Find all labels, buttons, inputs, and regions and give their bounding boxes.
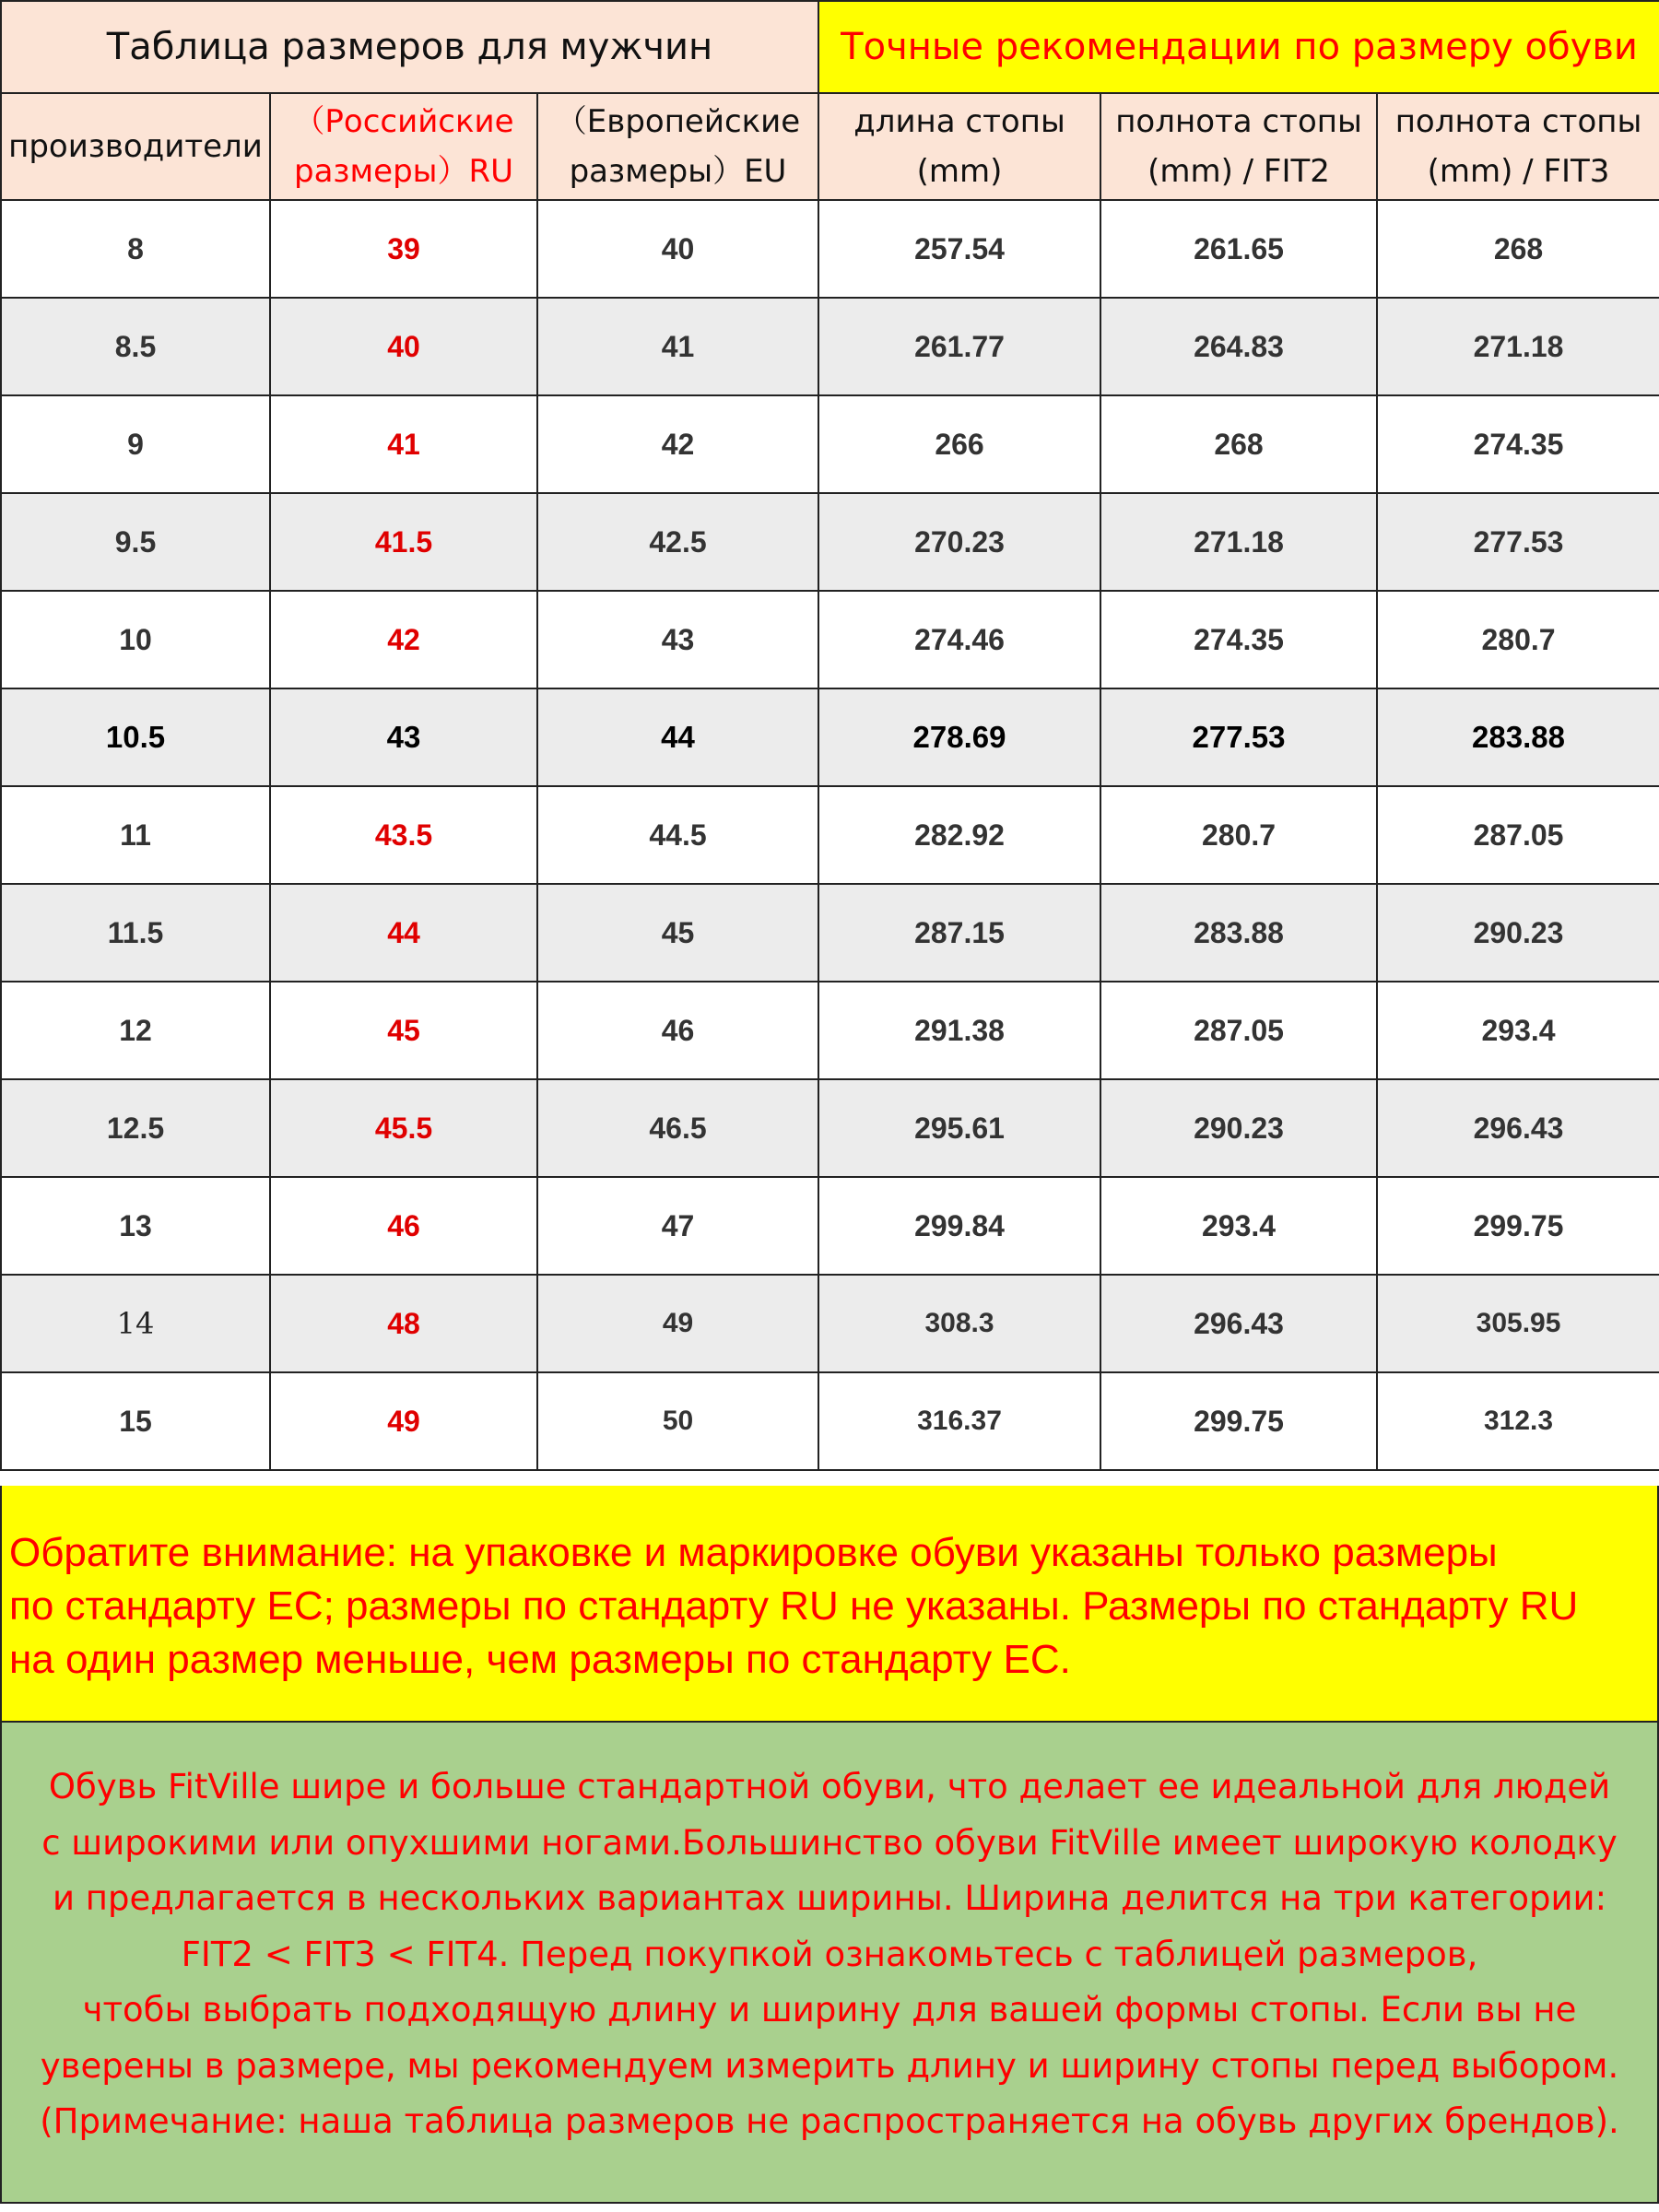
column-header-eu: （Европейские размеры）EU <box>537 93 818 200</box>
cell-eu-size: 50 <box>537 1372 818 1470</box>
cell-manufacturer-size: 15 <box>1 1372 270 1470</box>
cell-manufacturer-size: 12.5 <box>1 1079 270 1177</box>
cell-width-fit2: 268 <box>1100 395 1377 493</box>
cell-ru-size: 45.5 <box>270 1079 537 1177</box>
cell-width-fit3: 293.4 <box>1377 982 1659 1079</box>
cell-ru-size: 46 <box>270 1177 537 1275</box>
cell-eu-size: 47 <box>537 1177 818 1275</box>
cell-width-fit2: 299.75 <box>1100 1372 1377 1470</box>
cell-width-fit3: 283.88 <box>1377 688 1659 786</box>
cell-eu-size: 40 <box>537 200 818 298</box>
cell-foot-length: 257.54 <box>818 200 1100 298</box>
cell-manufacturer-size: 10 <box>1 591 270 688</box>
table-row <box>1 982 1659 1079</box>
cell-eu-size: 45 <box>537 884 818 982</box>
cell-foot-length: 274.46 <box>818 591 1100 688</box>
info-line: и предлагается в нескольких вариантах ширины. Ширина делится на три категории: <box>52 1878 1607 1918</box>
eu-size-notice <box>0 1486 1659 1723</box>
notice-line: Обратите внимание: на упаковке и маркировке обуви указаны только размеры <box>9 1530 1498 1575</box>
cell-manufacturer-size: 8 <box>1 200 270 298</box>
cell-foot-length: 266 <box>818 395 1100 493</box>
cell-width-fit3: 277.53 <box>1377 493 1659 591</box>
table-row <box>1 395 1659 493</box>
cell-foot-length: 295.61 <box>818 1079 1100 1177</box>
table-row <box>1 688 1659 786</box>
cell-manufacturer-size: 13 <box>1 1177 270 1275</box>
table-row <box>1 591 1659 688</box>
cell-width-fit2: 277.53 <box>1100 688 1377 786</box>
cell-width-fit3: 274.35 <box>1377 395 1659 493</box>
cell-foot-length: 287.15 <box>818 884 1100 982</box>
info-line: чтобы выбрать подходящую длину и ширину для вашей формы стопы. Если вы не <box>82 1990 1577 2030</box>
cell-eu-size: 41 <box>537 298 818 395</box>
notice-text <box>9 1526 1659 1687</box>
table-row <box>1 1275 1659 1372</box>
table-row <box>1 1177 1659 1275</box>
column-header-foot-length: длина стопы (mm) <box>818 93 1100 200</box>
cell-ru-size: 41 <box>270 395 537 493</box>
info-line: с широкими или опухшими ногами.Большинство обуви FitVille имеет широкую колодку <box>41 1822 1618 1863</box>
table-row <box>1 1079 1659 1177</box>
cell-width-fit2: 280.7 <box>1100 786 1377 884</box>
info-line: FIT2 < FIT3 < FIT4. Перед покупкой ознакомьтесь с таблицей размеров, <box>181 1934 1478 1974</box>
cell-foot-length: 282.92 <box>818 786 1100 884</box>
cell-manufacturer-size: 11 <box>1 786 270 884</box>
cell-eu-size: 49 <box>537 1275 818 1372</box>
cell-ru-size: 48 <box>270 1275 537 1372</box>
column-header-manufacturer: производители <box>1 93 270 200</box>
cell-foot-length: 299.84 <box>818 1177 1100 1275</box>
cell-width-fit2: 296.43 <box>1100 1275 1377 1372</box>
cell-manufacturer-size: 14 <box>1 1275 270 1372</box>
cell-manufacturer-size: 12 <box>1 982 270 1079</box>
table-title-row <box>1 1 1659 93</box>
cell-ru-size: 43.5 <box>270 786 537 884</box>
cell-width-fit3: 312.3 <box>1377 1372 1659 1470</box>
cell-width-fit3: 287.05 <box>1377 786 1659 884</box>
cell-ru-size: 40 <box>270 298 537 395</box>
cell-eu-size: 42 <box>537 395 818 493</box>
cell-ru-size: 49 <box>270 1372 537 1470</box>
info-text <box>2 1759 1657 2150</box>
table-row <box>1 786 1659 884</box>
cell-eu-size: 43 <box>537 591 818 688</box>
cell-eu-size: 42.5 <box>537 493 818 591</box>
recommendation-title: Точные рекомендации по размеру обуви <box>818 1 1659 93</box>
cell-width-fit3: 280.7 <box>1377 591 1659 688</box>
column-header-row <box>1 93 1659 200</box>
table-row <box>1 884 1659 982</box>
cell-width-fit3: 290.23 <box>1377 884 1659 982</box>
table-row <box>1 200 1659 298</box>
cell-width-fit2: 287.05 <box>1100 982 1377 1079</box>
cell-width-fit2: 264.83 <box>1100 298 1377 395</box>
table-row <box>1 1372 1659 1470</box>
cell-width-fit2: 283.88 <box>1100 884 1377 982</box>
cell-width-fit2: 293.4 <box>1100 1177 1377 1275</box>
table-row <box>1 493 1659 591</box>
info-line: (Примечание: наша таблица размеров не распространяется на обувь других брендов). <box>40 2101 1619 2141</box>
column-header-width-fit2: полнота стопы (mm) / FIT2 <box>1100 93 1377 200</box>
cell-foot-length: 308.3 <box>818 1275 1100 1372</box>
cell-width-fit3: 305.95 <box>1377 1275 1659 1372</box>
cell-ru-size: 42 <box>270 591 537 688</box>
column-header-ru: （Российские размеры）RU <box>270 93 537 200</box>
cell-ru-size: 39 <box>270 200 537 298</box>
cell-foot-length: 270.23 <box>818 493 1100 591</box>
cell-eu-size: 46 <box>537 982 818 1079</box>
cell-eu-size: 44.5 <box>537 786 818 884</box>
cell-eu-size: 46.5 <box>537 1079 818 1177</box>
cell-width-fit3: 268 <box>1377 200 1659 298</box>
info-line: Обувь FitVille шире и больше стандартной обуви, что делает ее идеальной для людей <box>48 1767 1611 1806</box>
cell-ru-size: 45 <box>270 982 537 1079</box>
column-header-width-fit3: полнота стопы (mm) / FIT3 <box>1377 93 1659 200</box>
cell-width-fit2: 290.23 <box>1100 1079 1377 1177</box>
fitville-info-block <box>0 1723 1659 2204</box>
cell-width-fit2: 261.65 <box>1100 200 1377 298</box>
cell-width-fit2: 274.35 <box>1100 591 1377 688</box>
cell-manufacturer-size: 9.5 <box>1 493 270 591</box>
cell-width-fit3: 271.18 <box>1377 298 1659 395</box>
table-row <box>1 298 1659 395</box>
cell-manufacturer-size: 10.5 <box>1 688 270 786</box>
cell-ru-size: 41.5 <box>270 493 537 591</box>
cell-foot-length: 291.38 <box>818 982 1100 1079</box>
cell-width-fit3: 299.75 <box>1377 1177 1659 1275</box>
cell-width-fit2: 271.18 <box>1100 493 1377 591</box>
notice-line: по стандарту ЕС; размеры по стандарту RU не указаны. Размеры по стандарту RU <box>9 1583 1579 1629</box>
info-line: уверены в размере, мы рекомендуем измерить длину и ширину стопы перед выбором. <box>40 2045 1619 2086</box>
cell-width-fit3: 296.43 <box>1377 1079 1659 1177</box>
cell-foot-length: 278.69 <box>818 688 1100 786</box>
cell-ru-size: 44 <box>270 884 537 982</box>
table-title: Таблица размеров для мужчин <box>1 1 818 93</box>
cell-manufacturer-size: 9 <box>1 395 270 493</box>
cell-ru-size: 43 <box>270 688 537 786</box>
cell-foot-length: 261.77 <box>818 298 1100 395</box>
notice-line: на один размер меньше, чем размеры по стандарту ЕС. <box>9 1637 1071 1682</box>
cell-eu-size: 44 <box>537 688 818 786</box>
cell-manufacturer-size: 8.5 <box>1 298 270 395</box>
cell-manufacturer-size: 11.5 <box>1 884 270 982</box>
cell-foot-length: 316.37 <box>818 1372 1100 1470</box>
